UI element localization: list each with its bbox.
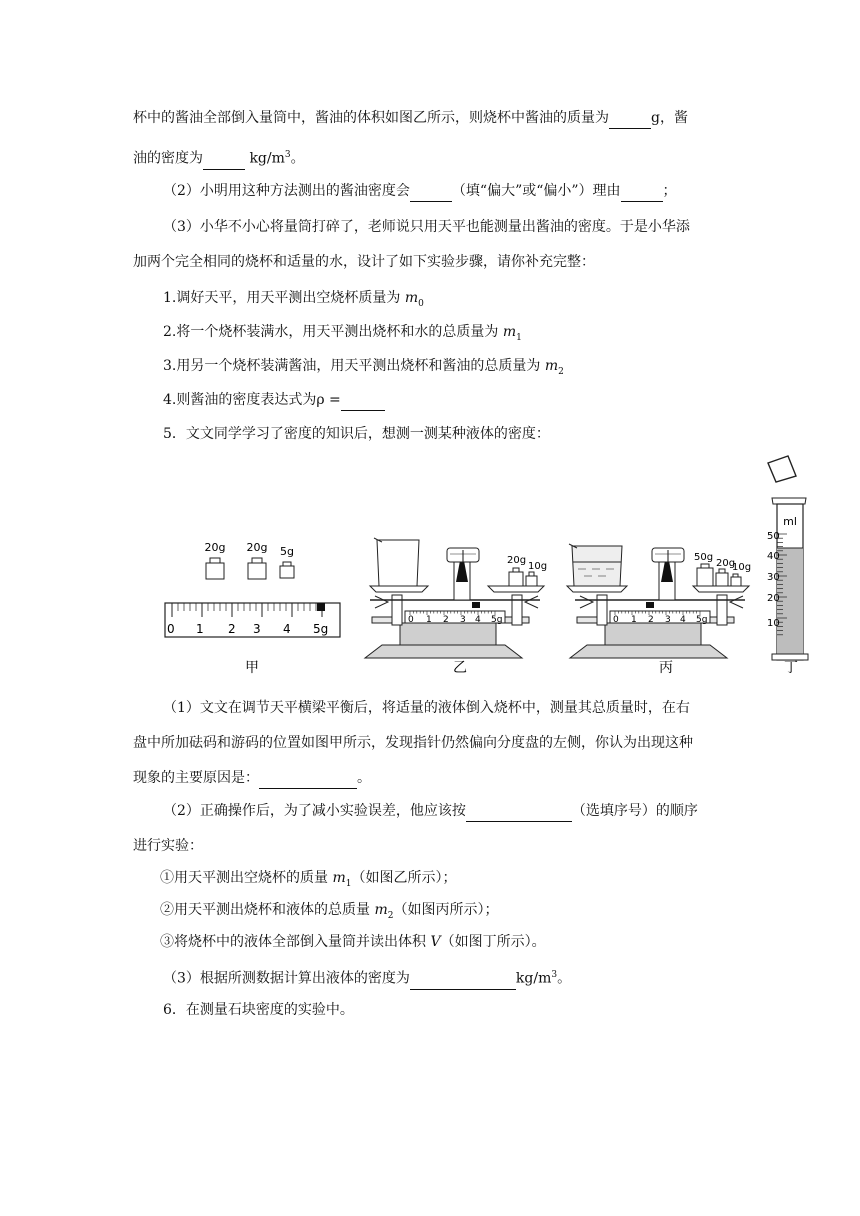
figure-ding bbox=[767, 456, 808, 676]
cylinder-mark: 50 bbox=[767, 531, 780, 542]
answer-blank bbox=[341, 390, 385, 411]
text-line-6: 1.调好天平，用天平测出空烧杯质量为 $m_0$ bbox=[163, 290, 424, 309]
balance-body bbox=[605, 623, 701, 645]
weight-20g bbox=[716, 569, 728, 586]
caption-bing: 丙 bbox=[659, 660, 673, 676]
answer-blank bbox=[466, 801, 572, 822]
text-line-14: （2）正确操作后，为了减小实验误差，他应该按 （选填序号）的顺序 bbox=[163, 801, 698, 822]
text-line-7: 2.将一个烧杯装满水，用天平测出烧杯和水的总质量为 $m_1$ bbox=[163, 324, 522, 343]
cylinder-mark: 20 bbox=[767, 593, 780, 604]
text-line-2: 油的密度为 $kg/m^3$。 bbox=[133, 145, 305, 170]
weight-label: 10g bbox=[528, 561, 548, 572]
answer-blank bbox=[259, 768, 357, 789]
text-line-1: 杯中的酱油全部倒入量筒中，酱油的体积如图乙所示，则烧杯中酱油的质量为 g，酱 bbox=[133, 108, 688, 129]
weight-label: 20g bbox=[507, 555, 527, 566]
cylinder-mark: 30 bbox=[767, 572, 780, 583]
step-1: ①用天平测出空烧杯的质量 $m_1$（如图乙所示）； bbox=[160, 870, 457, 889]
text-line-11: （1）文文在调节天平横梁平衡后，将适量的液体倒入烧杯中，测量其总质量时，在右 bbox=[163, 700, 690, 716]
weight-label: 50g bbox=[694, 552, 714, 563]
ruler-tick-label: 1 bbox=[196, 622, 204, 636]
beam-tick-label: 1 bbox=[426, 615, 432, 625]
empty-beaker bbox=[377, 540, 419, 586]
rider-marker bbox=[472, 602, 480, 608]
cylinder-unit: ml bbox=[783, 515, 797, 528]
weight-5g bbox=[280, 562, 294, 578]
answer-blank bbox=[410, 969, 516, 990]
question-6-title: 6．在测量石块密度的实验中。 bbox=[163, 1002, 354, 1018]
weight-10g bbox=[731, 574, 741, 586]
ruler-tick-label: 4 bbox=[283, 622, 291, 636]
caption-yi: 乙 bbox=[453, 660, 467, 676]
beam-tick-label: 1 bbox=[631, 615, 637, 625]
beam-tick-label: 2 bbox=[648, 615, 654, 625]
question-5-title: 5．文文同学学习了密度的知识后，想测一测某种液体的密度： bbox=[163, 426, 550, 442]
weight-20g bbox=[206, 558, 224, 579]
beam-tick-label: 3 bbox=[665, 615, 671, 625]
weight-label: 20g bbox=[204, 541, 226, 554]
ruler-tick-label: 0 bbox=[167, 622, 175, 636]
beam-tick-label: 4 bbox=[680, 615, 686, 625]
weight-10g bbox=[526, 572, 537, 586]
cylinder-mark: 40 bbox=[767, 551, 780, 562]
answer-blank bbox=[203, 149, 245, 170]
weight-label: 10g bbox=[732, 562, 752, 573]
experiment-figure bbox=[160, 450, 820, 690]
cylinder-liquid bbox=[777, 548, 803, 660]
answer-blank bbox=[621, 181, 663, 202]
step-3: ③将烧杯中的液体全部倒入量筒并读出体积 V（如图丁所示）。 bbox=[160, 934, 546, 950]
weight-label: 20g bbox=[246, 541, 268, 554]
figure-yi bbox=[365, 538, 547, 676]
figure-jia bbox=[165, 541, 340, 676]
text-line-4: （3）小华不小心将量筒打碎了，老师说只用天平也能测量出酱油的密度。于是小华添 bbox=[163, 219, 690, 235]
beam-tick-label: 0 bbox=[613, 615, 619, 625]
beam-tick-label: 2 bbox=[443, 615, 449, 625]
weight-20g bbox=[509, 568, 523, 586]
balance-base bbox=[365, 645, 522, 658]
beam-tick-label: 0 bbox=[408, 615, 414, 625]
answer-blank bbox=[410, 181, 452, 202]
left-pan bbox=[567, 586, 627, 592]
text-line-13: 现象的主要原因是： 。 bbox=[133, 768, 371, 789]
text-line-3: （2）小明用这种方法测出的酱油密度会 （填“偏大”或“偏小”）理由 ； bbox=[163, 181, 677, 202]
figure-bing bbox=[567, 544, 751, 676]
weight-label: 20g bbox=[716, 558, 736, 569]
caption-jia: 甲 bbox=[245, 660, 259, 676]
beam-tick-label: 4 bbox=[475, 615, 481, 625]
ruler-tick-label: 2 bbox=[228, 622, 236, 636]
text-line-9: 4.则酱油的密度表达式为ρ = bbox=[163, 390, 385, 411]
beaker-with-liquid bbox=[572, 546, 622, 586]
beam-tick-label: 3 bbox=[460, 615, 466, 625]
weight-label: 5g bbox=[280, 545, 294, 558]
text-line-19: （3）根据所测数据计算出液体的密度为 $kg/m^3$。 bbox=[163, 965, 571, 990]
right-pan bbox=[693, 586, 749, 592]
weight-20g bbox=[248, 558, 266, 579]
ruler-tick-label: 3 bbox=[253, 622, 261, 636]
text-line-12: 盘中所加砝码和游码的位置如图甲所示，发现指针仍然偏向分度盘的左侧，你认为出现这种 bbox=[133, 735, 693, 751]
answer-blank bbox=[609, 108, 651, 129]
right-pan bbox=[488, 586, 544, 592]
text-line-15: 进行实验： bbox=[133, 838, 203, 854]
text-line-5: 加两个完全相同的烧杯和适量的水，设计了如下实验步骤，请你补充完整： bbox=[133, 254, 595, 270]
balance-base bbox=[570, 645, 727, 658]
balance-body bbox=[400, 623, 496, 645]
cylinder-mark: 10 bbox=[767, 618, 780, 629]
ruler-tick-label: 5g bbox=[313, 622, 329, 636]
beam-tick-label: 5g bbox=[491, 615, 503, 625]
left-pan bbox=[370, 586, 428, 592]
step-2: ②用天平测出烧杯和液体的总质量 $m_2$（如图丙所示）； bbox=[160, 902, 499, 921]
rider-marker bbox=[646, 602, 654, 608]
rider-marker bbox=[317, 603, 325, 611]
beam-tick-label: 5g bbox=[696, 615, 708, 625]
caption-ding: 丁 bbox=[784, 660, 798, 676]
weight-50g bbox=[697, 564, 713, 586]
text-line-8: 3.用另一个烧杯装满酱油，用天平测出烧杯和酱油的总质量为 $m_2$ bbox=[163, 358, 564, 377]
pouring-beaker bbox=[768, 456, 796, 482]
